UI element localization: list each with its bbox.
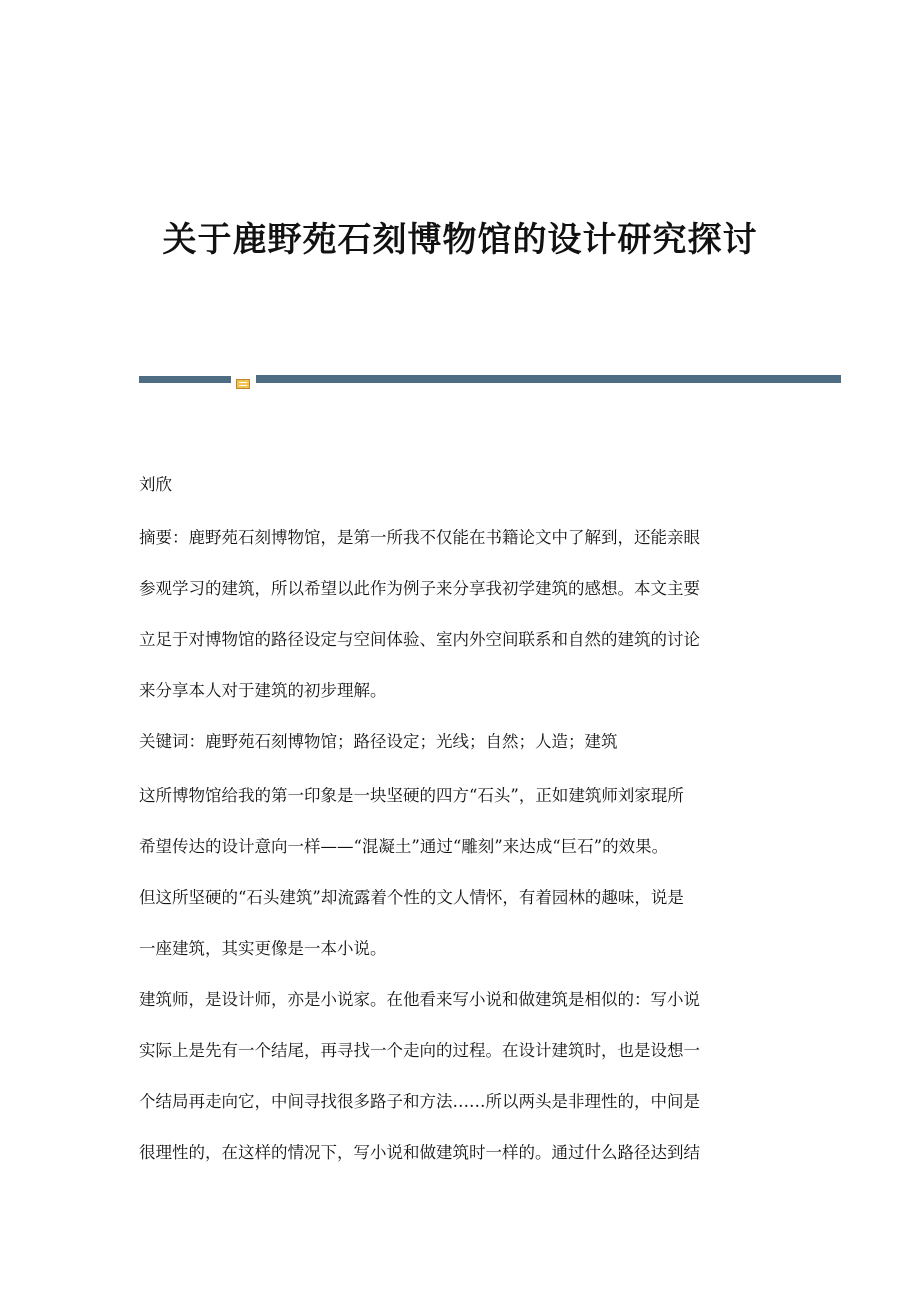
paragraph-line: 一座建筑，其实更像是一本小说。 (139, 939, 387, 958)
divider-bar-left (139, 376, 231, 383)
paragraph-line: 很理性的，在这样的情况下，写小说和做建筑时一样的。通过什么路径达到结 (139, 1143, 700, 1162)
paragraph-line: 这所博物馆给我的第一印象是一块坚硬的四方“石头”，正如建筑师刘家琨所 (139, 786, 684, 805)
page-title: 关于鹿野苑石刻博物馆的设计研究探讨 (162, 220, 758, 260)
paragraph-1 (139, 782, 839, 986)
paragraph-2 (139, 986, 839, 1190)
abstract-line: 摘要：鹿野苑石刻博物馆，是第一所我不仅能在书籍论文中了解到，还能亲眼 (139, 528, 700, 547)
paragraph-line: 但这所坚硬的“石头建筑”却流露着个性的文人情怀，有着园林的趣味，说是 (139, 888, 684, 907)
paragraph-line: 个结局再走向它，中间寻找很多路子和方法……所以两头是非理性的，中间是 (139, 1092, 700, 1111)
keywords: 关键词：鹿野苑石刻博物馆；路径设定；光线；自然；人造；建筑 (139, 732, 618, 751)
paragraph-line: 实际上是先有一个结尾，再寻找一个走向的过程。在设计建筑时，也是设想一 (139, 1041, 700, 1060)
abstract-line: 参观学习的建筑，所以希望以此作为例子来分享我初学建筑的感想。本文主要 (139, 579, 700, 598)
paragraph-line: 建筑师，是设计师，亦是小说家。在他看来写小说和做建筑是相似的：写小说 (139, 990, 700, 1009)
abstract (139, 524, 839, 728)
paragraph-line: 希望传达的设计意向一样——“混凝土”通过“雕刻”来达成“巨石”的效果。 (139, 837, 669, 856)
author: 刘欣 (139, 475, 172, 494)
divider-bar-right (256, 375, 841, 383)
abstract-line: 立足于对博物馆的路径设定与空间体验、室内外空间联系和自然的建筑的讨论 (139, 630, 700, 649)
title-divider (139, 374, 841, 384)
document-icon (236, 374, 250, 384)
abstract-line: 来分享本人对于建筑的初步理解。 (139, 681, 387, 700)
